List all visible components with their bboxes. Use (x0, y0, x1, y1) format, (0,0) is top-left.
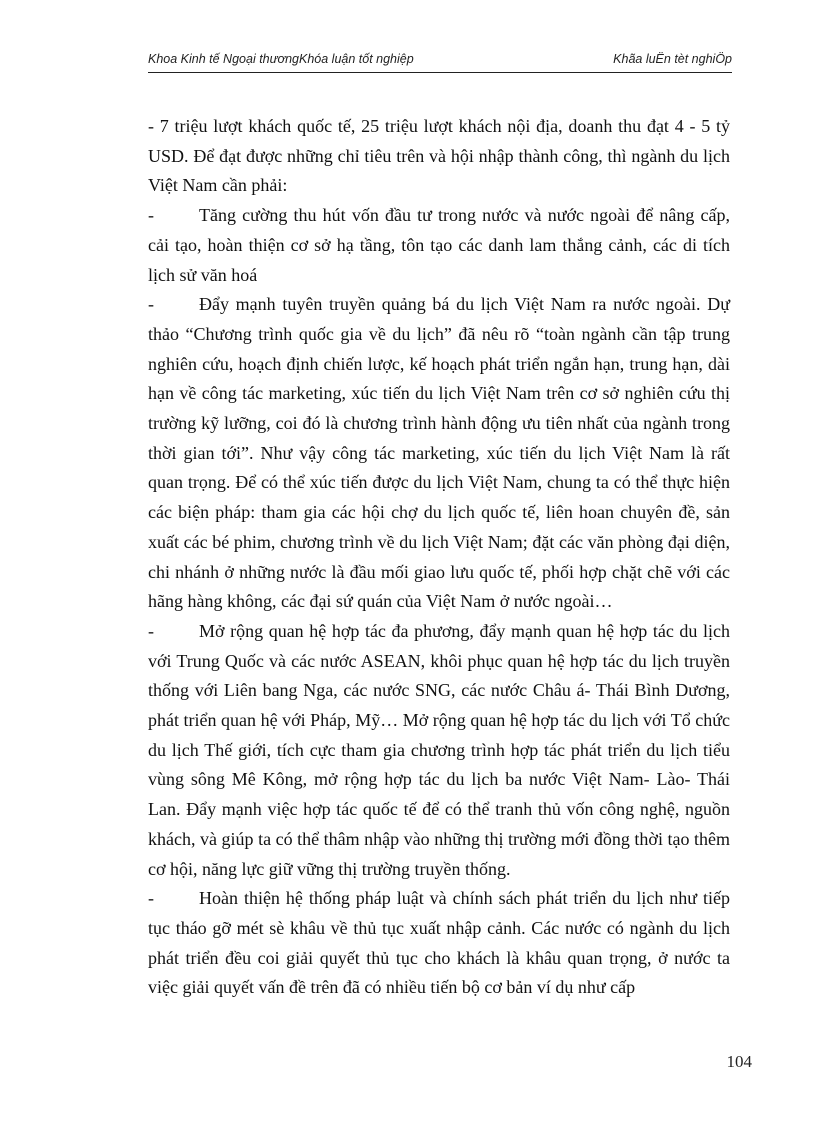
header-left-text: Khoa Kinh tế Ngoại thươngKhóa luận tốt nghiệp (148, 52, 414, 66)
bullet-text: Hoàn thiện hệ thống pháp luật và chính sách phát triển du lịch như tiếp tục tháo gỡ mét sè khâu về thủ tục xuất nhập cảnh. Các nước có ngành du lịch phát triển đều coi giải quyết thủ tục cho khách là khâu quan trọng, ở nước ta việc giải quyết vấn đề trên đã có nhiều tiến bộ cơ bản ví dụ như cấp (148, 888, 730, 998)
bullet-text: Tăng cường thu hút vốn đầu tư trong nước và nước ngoài để nâng cấp, cải tạo, hoàn thiện cơ sở hạ tầng, tôn tạo các danh lam thắng cảnh, các di tích lịch sử văn hoá (148, 205, 730, 285)
bullet-text: Đẩy mạnh tuyên truyền quảng bá du lịch Việt Nam ra nước ngoài. Dự thảo “Chương trình quốc gia về du lịch” đã nêu rõ “toàn ngành cần tập trung nghiên cứu, hoạch định chiến lược, kế hoạch phát triển ngắn hạn, trung hạn, dài hạn về công tác marketing, xúc tiến du lịch Việt Nam trên cơ sở nghiên cứu thị trường kỹ lưỡng, coi đó là chương trình hành động ưu tiên nhất của ngành trong thời gian tới”. Như vậy công tác marketing, xúc tiến du lịch Việt Nam là rất quan trọng. Để có thể xúc tiến được du lịch Việt Nam, chung ta có thể thực hiện các biện pháp: tham gia các hội chợ du lịch quốc tế, liên hoan chuyên đề, sản xuất các bé phim, chương trình về du lịch Việt Nam; đặt các văn phòng đại diện, chi nhánh ở những nước là đầu mối giao lưu quốc tế, phối hợp chặt chẽ với các hãng hàng không, các đại sứ quán của Việt Nam ở nước ngoài… (148, 294, 730, 612)
bullet-dash: - (148, 294, 154, 315)
bullet-dash: - (148, 620, 154, 641)
bullet-paragraph (148, 290, 730, 617)
bullet-text: Mở rộng quan hệ hợp tác đa phương, đẩy mạnh quan hệ hợp tác du lịch với Trung Quốc và các nước ASEAN, khôi phục quan hệ hợp tác du lịch truyền thống với Liên bang Nga, các nước SNG, các nước Châu á- Thái Bình Dương, phát triển quan hệ với Pháp, Mỹ… Mở rộng quan hệ hợp tác du lịch với Tổ chức du lịch Thế giới, tích cực tham gia chương trình hợp tác phát triển du lịch tiểu vùng sông Mê Kông, mở rộng hợp tác du lịch ba nước Việt Nam- Lào- Thái Lan. Đẩy mạnh việc hợp tác quốc tế để có thể tranh thủ vốn công nghệ, nguồn khách, và giúp ta có thể thâm nhập vào những thị trường mới đồng thời tạo thêm cơ hội, năng lực giữ vững thị trường truyền thống. (148, 620, 730, 879)
intro-paragraph: - 7 triệu lượt khách quốc tế, 25 triệu lượt khách nội địa, doanh thu đạt 4 - 5 tỷ USD. Để đạt được những chỉ tiêu trên và hội nhập thành công, thì ngành du lịch Việt Nam cần phải: (148, 116, 730, 196)
bullet-dash: - (148, 888, 154, 909)
bullet-paragraph (148, 884, 730, 1003)
bullet-dash: - (148, 205, 154, 226)
bullet-paragraph (148, 201, 730, 290)
bullet-paragraph (148, 617, 730, 884)
page-header (148, 50, 732, 73)
document-body (148, 112, 730, 1003)
page-number: 104 (726, 1052, 752, 1071)
header-right-text: Khãa luËn tèt nghiÖp (613, 52, 732, 66)
